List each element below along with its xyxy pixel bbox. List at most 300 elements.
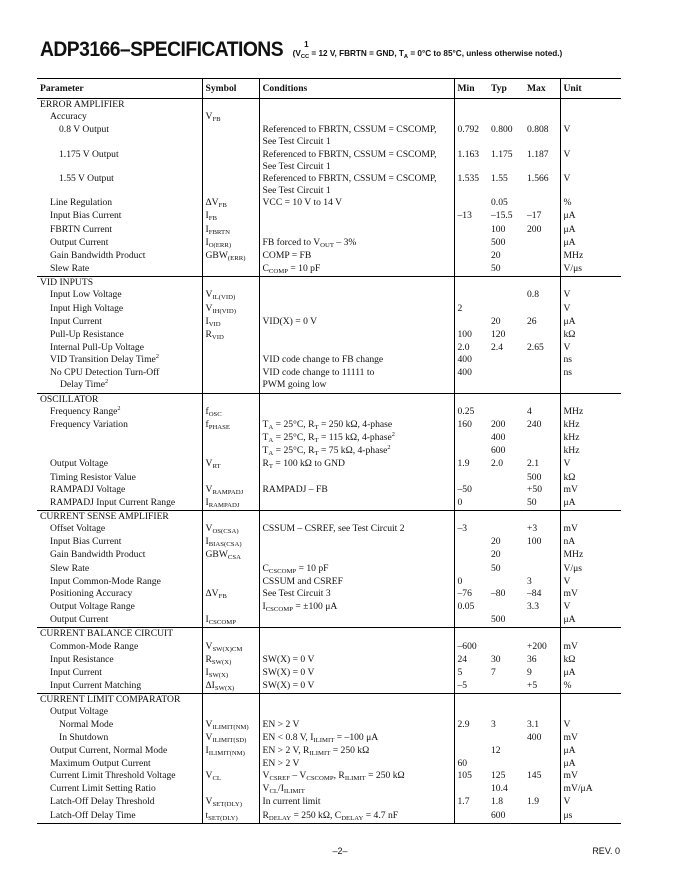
- max-cell: –17: [527, 210, 542, 222]
- symbol-cell: $I_{FBRTN}$: [202, 224, 259, 237]
- section-header-row: [37, 393, 621, 406]
- parameter-cell: Slew Rate: [37, 263, 202, 277]
- table-cell: [454, 99, 488, 112]
- table-row: [37, 588, 621, 601]
- table-cell: [524, 694, 560, 707]
- max-cell: 36: [527, 653, 537, 665]
- symbol-cell: [202, 758, 259, 770]
- symbol-cell: $I_{O(ERR)}$: [202, 237, 259, 250]
- table-cell: [560, 393, 621, 406]
- unit-cell: V: [560, 149, 621, 161]
- conditions-cell: SW(X) = 0 V: [259, 667, 454, 680]
- unit-cell: μs: [560, 810, 621, 824]
- symbol-cell: [202, 263, 259, 277]
- typ-cell: [488, 680, 524, 694]
- typ-cell: [488, 484, 524, 497]
- symbol-cell: $GBW_{CSA}$: [202, 549, 259, 562]
- table-row: [37, 770, 621, 783]
- symbol-cell: $I_{FB}$: [202, 210, 259, 223]
- table-row: [37, 563, 621, 576]
- symbol-cell: [202, 472, 259, 484]
- table-row: [37, 161, 621, 173]
- min-cell: 100: [454, 329, 488, 342]
- unit-cell: kHz: [560, 445, 621, 458]
- conditions-cell: CSSUM – CSREF, see Test Circuit 2: [259, 523, 454, 536]
- table-cell: [560, 511, 621, 524]
- conditions-cell: VID code change to FB change: [259, 354, 454, 367]
- table-cell: [524, 511, 560, 524]
- column-header: Max: [524, 79, 560, 99]
- parameter-cell: Internal Pull-Up Voltage: [50, 341, 144, 353]
- typ-cell: [488, 576, 524, 588]
- column-header: Symbol: [202, 79, 259, 99]
- unit-cell: V: [560, 303, 621, 316]
- max-cell: 240: [527, 418, 542, 430]
- max-cell: 4: [527, 405, 532, 417]
- conditions-cell: [259, 536, 454, 549]
- table-cell: [454, 694, 488, 707]
- max-cell: [524, 237, 560, 250]
- typ-cell: 7: [491, 666, 496, 678]
- symbol-cell: $t_{SET(DLY)}$: [202, 810, 259, 824]
- table-row: [37, 124, 621, 136]
- typ-cell: 120: [491, 328, 506, 340]
- unit-cell: μA: [560, 614, 621, 628]
- symbol-cell: $V_{IH(VID)}$: [202, 303, 259, 316]
- min-cell: 400: [454, 354, 488, 367]
- min-cell: [454, 563, 488, 576]
- conditions-cell: [259, 614, 454, 628]
- max-cell: 1.187: [527, 148, 549, 160]
- min-cell: 1.9: [454, 458, 488, 471]
- max-cell: [524, 614, 560, 628]
- min-cell: [454, 432, 488, 445]
- max-cell: [524, 706, 560, 718]
- table-row: [37, 379, 621, 393]
- max-cell: 26: [527, 315, 537, 327]
- symbol-cell: [202, 379, 259, 393]
- max-cell: [524, 810, 560, 824]
- section-title: ERROR AMPLIFIER: [40, 99, 125, 110]
- max-cell: [524, 379, 560, 393]
- parameter-cell: Timing Resistor Value: [50, 471, 136, 483]
- typ-cell: 1.175: [491, 148, 513, 160]
- symbol-cell: $V_{IL(VID)}$: [202, 289, 259, 302]
- conditions-cell: [259, 549, 454, 562]
- typ-cell: 1.8: [491, 796, 503, 808]
- conditions-cell: See Test Circuit 1: [259, 136, 454, 148]
- unit-cell: V: [560, 601, 621, 614]
- table-cell: [259, 277, 454, 290]
- table-cell: [202, 628, 259, 641]
- min-cell: [454, 111, 488, 124]
- parameter-cell: Input Bias Current: [50, 210, 122, 222]
- max-cell: 145: [527, 770, 542, 782]
- parameter-cell: Normal Mode: [59, 718, 114, 730]
- min-cell: [454, 379, 488, 393]
- symbol-cell: [202, 576, 259, 588]
- conditions-cell: EN > 2 V: [259, 719, 454, 732]
- table-cell: [259, 99, 454, 112]
- parameter-cell: Slew Rate: [50, 562, 90, 574]
- unit-cell: V: [560, 124, 621, 136]
- table-cell: [202, 277, 259, 290]
- revision-label: REV. 0: [592, 846, 620, 856]
- parameter-cell: Gain Bandwidth Product: [50, 249, 146, 261]
- table-row: [37, 197, 621, 210]
- table-cell: [454, 628, 488, 641]
- table-row: [37, 367, 621, 379]
- typ-cell: [488, 472, 524, 484]
- parameter-cell: RAMPADJ Input Current Range: [37, 497, 202, 511]
- symbol-cell: $V_{SET(DLY)}$: [202, 796, 259, 809]
- typ-cell: 200: [491, 418, 506, 430]
- table-row: [37, 111, 621, 124]
- parameter-cell: Latch-Off Delay Threshold: [50, 796, 155, 808]
- symbol-cell: [202, 173, 259, 185]
- parameter-cell: [37, 136, 202, 148]
- table-row: [37, 136, 621, 148]
- column-header: Conditions: [259, 79, 454, 99]
- symbol-cell: [202, 432, 259, 445]
- table-cell: [202, 511, 259, 524]
- section-header-row: [37, 694, 621, 707]
- typ-cell: [488, 185, 524, 197]
- min-cell: –5: [454, 680, 488, 694]
- parameter-cell: Accuracy: [50, 111, 87, 123]
- typ-cell: [488, 641, 524, 654]
- table-row: [37, 224, 621, 237]
- max-cell: +200: [527, 640, 547, 652]
- conditions-cell: SW(X) = 0 V: [259, 680, 454, 694]
- max-cell: 50: [524, 497, 560, 511]
- symbol-cell: $I_{CSCOMP}$: [202, 614, 259, 628]
- table-row: [37, 758, 621, 770]
- max-cell: +5: [524, 680, 560, 694]
- max-cell: 2.65: [527, 341, 544, 353]
- typ-cell: [488, 379, 524, 393]
- min-cell: [454, 549, 488, 562]
- min-cell: 400: [454, 367, 488, 379]
- conditions-cell: EN < 0.8 V, $I_{ILIMIT} = -100$ μA: [259, 732, 454, 745]
- symbol-cell: [202, 185, 259, 197]
- min-cell: [454, 263, 488, 277]
- table-cell: [488, 694, 524, 707]
- column-header: Min: [454, 79, 488, 99]
- min-cell: [454, 185, 488, 197]
- typ-cell: [488, 303, 524, 316]
- test-conditions-note: ($V_{CC} = 12$ V, FBRTN = GND, $T_A = 0^\circ C$ to 85°C, unless otherwise noted.): [292, 49, 563, 60]
- max-cell: 0.8: [527, 289, 539, 301]
- table-row: [37, 303, 621, 316]
- typ-cell: 100: [491, 223, 506, 235]
- table-row: [37, 419, 621, 432]
- symbol-cell: $I_{SW(X)}$: [202, 667, 259, 680]
- typ-cell: 12: [491, 744, 501, 756]
- parameter-cell: Current Limit Threshold Voltage: [50, 770, 176, 782]
- table-row: [37, 354, 621, 367]
- parameter-cell: [37, 445, 202, 458]
- table-cell: [202, 393, 259, 406]
- min-cell: [454, 536, 488, 549]
- typ-cell: 125: [491, 770, 506, 782]
- conditions-cell: See Test Circuit 1: [259, 161, 454, 173]
- conditions-cell: CSSUM and CSREF: [259, 576, 454, 588]
- max-cell: 400: [527, 731, 542, 743]
- symbol-cell: $R_{VID}$: [202, 329, 259, 342]
- symbol-cell: [202, 136, 259, 148]
- table-cell: [488, 393, 524, 406]
- max-cell: 0.808: [527, 124, 549, 136]
- table-cell: [524, 628, 560, 641]
- typ-cell: 500: [488, 614, 524, 628]
- unit-cell: ns: [560, 367, 621, 379]
- parameter-cell: No CPU Detection Turn-Off: [50, 367, 160, 379]
- max-cell: [524, 329, 560, 342]
- table-cell: [488, 511, 524, 524]
- typ-cell: 20: [491, 315, 501, 327]
- min-cell: 0.792: [454, 124, 488, 136]
- table-row: [37, 641, 621, 654]
- conditions-cell: EN > 2 V: [259, 758, 454, 770]
- symbol-cell: $I_{RAMPADJ}$: [202, 497, 259, 511]
- unit-cell: mV: [560, 732, 621, 745]
- max-cell: 200: [527, 223, 542, 235]
- symbol-cell: [202, 149, 259, 161]
- unit-cell: μA: [560, 667, 621, 680]
- parameter-cell: [37, 185, 202, 197]
- typ-cell: 0.800: [491, 124, 513, 136]
- min-cell: 105: [454, 770, 488, 783]
- symbol-cell: [202, 354, 259, 367]
- typ-cell: [488, 523, 524, 536]
- table-row: [37, 237, 621, 250]
- max-cell: –84: [527, 587, 542, 599]
- symbol-cell: $GBW_{(ERR)}$: [202, 250, 259, 263]
- unit-cell: μA: [560, 745, 621, 758]
- table-row: [37, 484, 621, 497]
- max-cell: [524, 445, 560, 458]
- page-title: ADP3166–SPECIFICATIONS: [40, 38, 284, 61]
- table-row: [37, 263, 621, 277]
- table-row: [37, 289, 621, 302]
- section-header-row: [37, 99, 621, 112]
- section-title: OSCILLATOR: [40, 393, 99, 405]
- symbol-cell: [202, 367, 259, 379]
- conditions-cell: FB forced to $V_{OUT} - 3\%$: [259, 237, 454, 250]
- table-row: [37, 523, 621, 536]
- min-cell: 2: [454, 303, 488, 316]
- table-cell: [560, 628, 621, 641]
- min-cell: [454, 250, 488, 263]
- symbol-cell: [202, 124, 259, 136]
- table-row: [37, 497, 621, 511]
- typ-cell: [488, 289, 524, 302]
- conditions-cell: VID(X) = 0 V: [259, 316, 454, 329]
- parameter-cell: Input Low Voltage: [50, 289, 122, 301]
- table-row: [37, 316, 621, 329]
- max-cell: [524, 549, 560, 562]
- conditions-cell: [259, 210, 454, 223]
- unit-cell: kΩ: [560, 654, 621, 667]
- symbol-cell: $\Delta V_{FB}$: [202, 197, 259, 210]
- conditions-cell: Referenced to FBRTN, CSSUM = CSCOMP,: [259, 149, 454, 161]
- table-row: [37, 667, 621, 680]
- table-cell: [454, 511, 488, 524]
- conditions-cell: $T_A = 25^\circ C$, $R_T = 115$ kΩ, 4-phase$^2$: [259, 432, 454, 445]
- typ-cell: [488, 367, 524, 379]
- conditions-cell: $R_{DELAY} = 250$ kΩ, $C_{DELAY} = 4.7$ nF: [259, 810, 454, 824]
- unit-cell: kΩ: [560, 329, 621, 342]
- unit-cell: [560, 185, 621, 197]
- conditions-cell: VCC = 10 V to 14 V: [259, 197, 454, 210]
- parameter-cell: Frequency Variation: [50, 418, 128, 430]
- unit-cell: [560, 136, 621, 148]
- typ-cell: 400: [491, 432, 506, 444]
- table-row: [37, 796, 621, 809]
- section-header-row: [37, 628, 621, 641]
- unit-cell: [560, 111, 621, 124]
- table-row: [37, 342, 621, 354]
- unit-cell: V: [560, 173, 621, 185]
- min-cell: [454, 161, 488, 173]
- min-cell: [454, 237, 488, 250]
- table-row: [37, 614, 621, 628]
- conditions-cell: [259, 289, 454, 302]
- unit-cell: V: [560, 342, 621, 354]
- conditions-cell: [259, 706, 454, 718]
- typ-cell: 20: [491, 536, 501, 548]
- table-cell: [259, 694, 454, 707]
- min-cell: [454, 614, 488, 628]
- conditions-cell: See Test Circuit 3: [259, 588, 454, 601]
- column-header: Typ: [488, 79, 524, 99]
- page-header: [40, 38, 660, 62]
- max-cell: [524, 161, 560, 173]
- table-row: [37, 536, 621, 549]
- conditions-cell: [259, 641, 454, 654]
- parameter-cell: Input Current: [50, 666, 102, 678]
- conditions-cell: $T_A = 25^\circ C$, $R_T = 250$ kΩ, 4-phase: [259, 419, 454, 432]
- min-cell: [454, 732, 488, 745]
- conditions-cell: $C_{COMP} = 10$ pF: [259, 263, 454, 277]
- max-cell: +50: [527, 483, 543, 495]
- parameter-cell: Maximum Output Current: [50, 757, 151, 769]
- min-cell: [454, 745, 488, 758]
- table-cell: [560, 99, 621, 112]
- conditions-cell: [259, 303, 454, 316]
- max-cell: [524, 303, 560, 316]
- page-number: –2–: [332, 846, 348, 856]
- min-cell: –3: [454, 523, 488, 536]
- unit-cell: μA: [560, 758, 621, 770]
- table-row: [37, 472, 621, 484]
- typ-cell: [488, 111, 524, 124]
- min-cell: [454, 783, 488, 796]
- parameter-cell: Input Current: [50, 315, 102, 327]
- table-row: [37, 149, 621, 161]
- table-row: [37, 445, 621, 458]
- parameter-cell: RAMPADJ Voltage: [50, 483, 126, 495]
- table-row: [37, 654, 621, 667]
- parameter-cell: FBRTN Current: [50, 223, 113, 235]
- unit-cell: μA: [560, 224, 621, 237]
- table-row: [37, 576, 621, 588]
- symbol-cell: $V_{OS(CSA)}$: [202, 523, 259, 536]
- typ-cell: [488, 497, 524, 511]
- typ-cell: [488, 406, 524, 419]
- table-cell: [202, 99, 259, 112]
- unit-cell: nA: [560, 536, 621, 549]
- min-cell: 2.0: [454, 342, 488, 354]
- max-cell: [524, 745, 560, 758]
- symbol-cell: $V_{CL}$: [202, 770, 259, 783]
- parameter-cell: Line Regulation: [50, 197, 113, 209]
- parameter-cell: Output Voltage: [50, 706, 109, 718]
- table-row: [37, 719, 621, 732]
- unit-cell: μA: [560, 497, 621, 511]
- max-cell: 9: [527, 666, 532, 678]
- unit-cell: mV: [560, 484, 621, 497]
- conditions-cell: COMP = FB: [259, 250, 454, 263]
- conditions-cell: See Test Circuit 1: [259, 185, 454, 197]
- conditions-cell: $V_{CL}/I_{ILIMIT}$: [259, 783, 454, 796]
- unit-cell: V: [560, 458, 621, 471]
- specifications-table-body: [37, 99, 621, 824]
- max-cell: 500: [527, 471, 542, 483]
- unit-cell: V: [560, 796, 621, 809]
- conditions-cell: [259, 406, 454, 419]
- parameter-cell: [37, 432, 202, 445]
- section-header-row: [37, 277, 621, 290]
- column-header: Unit: [560, 79, 621, 99]
- conditions-cell: SW(X) = 0 V: [259, 654, 454, 667]
- section-title: CURRENT LIMIT COMPARATOR: [40, 694, 181, 706]
- table-row: [37, 185, 621, 197]
- min-cell: 1.163: [454, 149, 488, 161]
- parameter-cell: Latch-Off Delay Time: [37, 810, 202, 824]
- unit-cell: kΩ: [560, 472, 621, 484]
- min-cell: –50: [454, 484, 488, 497]
- min-cell: 0: [454, 576, 488, 588]
- max-cell: 2.1: [527, 458, 539, 470]
- symbol-cell: $V_{RT}$: [202, 458, 259, 471]
- symbol-cell: $R_{SW(X)}$: [202, 654, 259, 667]
- table-cell: [488, 628, 524, 641]
- column-header: Parameter: [37, 79, 202, 99]
- max-cell: [524, 250, 560, 263]
- min-cell: [454, 316, 488, 329]
- symbol-cell: $I_{VID}$: [202, 316, 259, 329]
- table-row: [37, 458, 621, 471]
- conditions-cell: $V_{CSREF} - V_{CSCOMP}$, $R_{ILIMIT} = 250$ kΩ: [259, 770, 454, 783]
- unit-cell: kHz: [560, 432, 621, 445]
- max-cell: [524, 197, 560, 210]
- max-cell: 100: [527, 536, 542, 548]
- min-cell: [454, 224, 488, 237]
- typ-cell: 500: [491, 236, 506, 248]
- min-cell: 0.25: [454, 406, 488, 419]
- table-cell: [454, 393, 488, 406]
- conditions-cell: $T_A = 25^\circ C$, $R_T = 75$ kΩ, 4-phase$^2$: [259, 445, 454, 458]
- typ-cell: 3: [491, 718, 496, 730]
- typ-cell: 600: [491, 445, 506, 457]
- table-cell: [259, 511, 454, 524]
- min-cell: 24: [454, 654, 488, 667]
- conditions-cell: PWM going low: [259, 379, 454, 393]
- min-cell: [454, 706, 488, 718]
- typ-cell: 1.55: [491, 172, 508, 184]
